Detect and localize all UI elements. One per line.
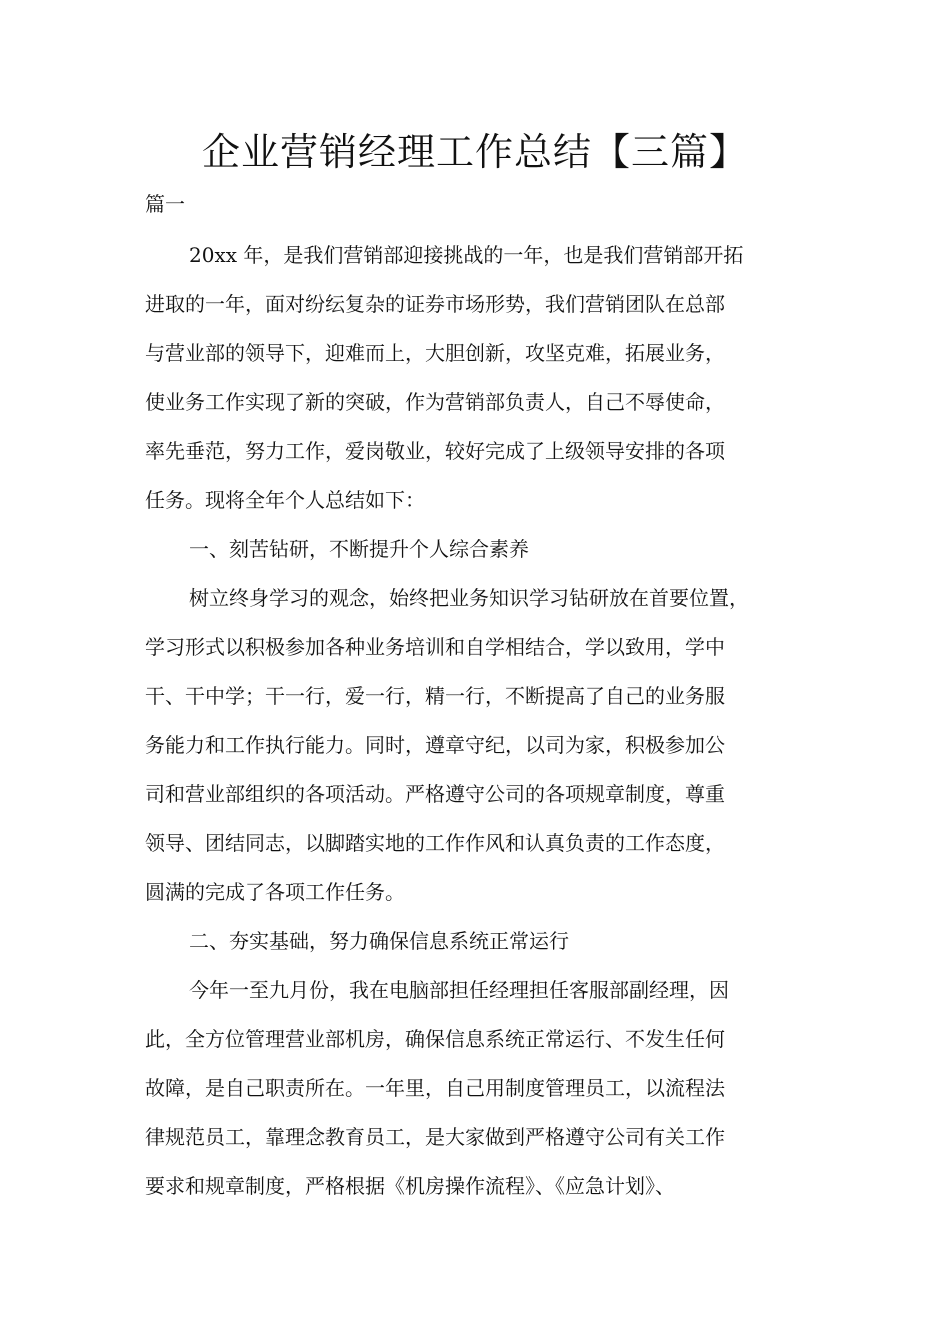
document-title: 企业营销经理工作总结【三篇】	[201, 130, 748, 174]
document-body	[145, 180, 815, 1211]
text-line: 司和营业部组织的各项活动。严格遵守公司的各项规章制度，尊重	[145, 782, 725, 806]
text-line: 干、干中学；干一行，爱一行，精一行，不断提高了自己的业务服	[145, 684, 725, 708]
text-line: 圆满的完成了各项工作任务。	[145, 880, 405, 904]
text-line: 二、夯实基础，努力确保信息系统正常运行	[189, 929, 569, 953]
text-line: 要求和规章制度，严格根据《机房操作流程》、《应急计划》、	[145, 1174, 675, 1198]
text-line: 20xx 年，是我们营销部迎接挑战的一年，也是我们营销部开拓	[189, 243, 744, 267]
text-line: 进取的一年，面对纷纭复杂的证券市场形势，我们营销团队在总部	[145, 292, 725, 316]
section-label: 篇一	[145, 192, 185, 216]
text-line: 学习形式以积极参加各种业务培训和自学相结合，学以致用，学中	[145, 635, 725, 659]
text-line: 一、刻苦钻研，不断提升个人综合素养	[189, 537, 529, 561]
text-line: 律规范员工，靠理念教育员工，是大家做到严格遵守公司有关工作	[145, 1125, 725, 1149]
text-line: 树立终身学习的观念，始终把业务知识学习钻研放在首要位置，	[189, 586, 749, 610]
text-line: 今年一至九月份，我在电脑部担任经理担任客服部副经理，因	[189, 978, 729, 1002]
text-line: 领导、团结同志，以脚踏实地的工作作风和认真负责的工作态度，	[145, 831, 725, 855]
text-line: 率先垂范，努力工作，爱岗敬业，较好完成了上级领导安排的各项	[145, 439, 725, 463]
text-line: 务能力和工作执行能力。同时，遵章守纪，以司为家，积极参加公	[145, 733, 725, 757]
text-line: 使业务工作实现了新的突破，作为营销部负责人，自己不辱使命，	[145, 390, 725, 414]
text-line: 故障，是自己职责所在。一年里，自己用制度管理员工，以流程法	[145, 1076, 725, 1100]
text-line: 与营业部的领导下，迎难而上，大胆创新，攻坚克难，拓展业务，	[145, 341, 725, 365]
text-line: 此，全方位管理营业部机房，确保信息系统正常运行、不发生任何	[145, 1027, 725, 1051]
text-line: 任务。现将全年个人总结如下：	[145, 488, 425, 512]
paragraph-lines	[145, 231, 815, 1211]
